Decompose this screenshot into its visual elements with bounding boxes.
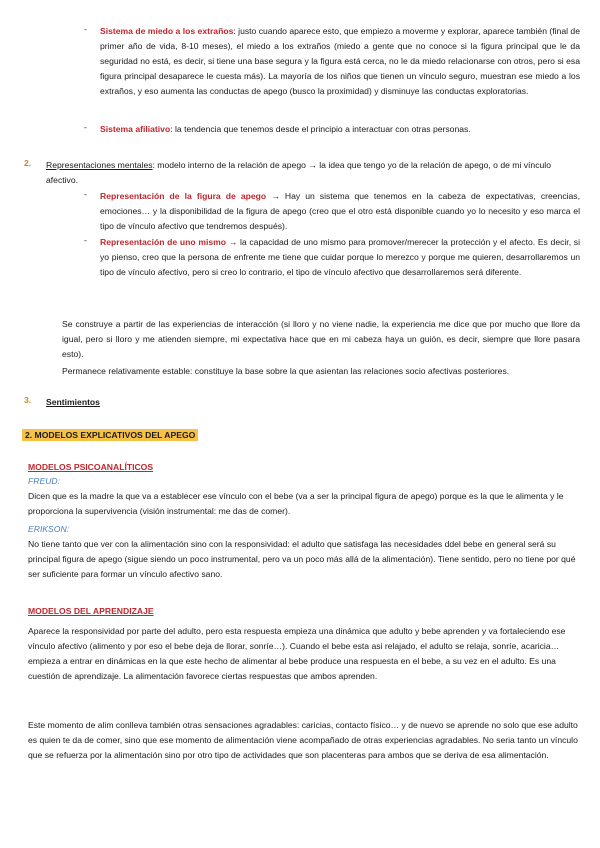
item-representaciones	[46, 158, 580, 188]
item-title: Representación de la figura de apego	[100, 191, 267, 201]
paragraph-freud: Dicen que es la madre la que va a establecer ese vínculo con el bebe (va a ser la principal figura de apego) porque es la que le alimenta y le proporciona la supervivencia (visión instrumental: me das de comer).	[28, 491, 564, 516]
author-colon: :	[57, 476, 60, 486]
author-colon: :	[66, 524, 70, 534]
item-text: → la capacidad de uno mismo para promover/merecer la protección y el afecto. Es decir, si yo pienso, creo que la persona de enfrente me tiene que cuidar porque lo merezco y porque me quieren, desarrollaremos un tipo de vínculo afectivo, pero si creo lo contrario, el tipo de vínculo afectivo que desarrollaremos será diferente.	[100, 237, 580, 277]
item-text: : justo cuando aparece esto, que empiezo a moverme y explorar, aparece también (final de primer año de vida, 8-10 meses), el miedo a los extraños (miedo a gente que no conoce si la figura principal que le da seguridad no está, es decir, si tiene una base segura y la figura está cerca, no le da miedo relacionarse con otros, pero si esa figura principal desaparece le cuesta más). La mayoría de los niños que tienen un vínculo seguro, muestran ese miedo a los extraños, y eso aumenta las conductas de apego (busco la proximidad) y disminuye las conductas exploratorias.	[100, 26, 580, 96]
item-text: → Hay un sistema que tenemos en la cabeza de expectativas, creencias, emociones… y la disponibilidad de la figura de apego (creo que el otro está disponible cuando yo lo necesito y eso marca el tipo de vínculo afectivo que tendremos después).	[100, 191, 580, 231]
section-header-text: 2. MODELOS EXPLICATIVOS DEL APEGO	[22, 429, 198, 441]
item-text: : modelo interno de la relación de apego → la idea que tengo yo de la relación de apego, o de mi vínculo afectivo.	[46, 160, 551, 185]
subsection-title	[28, 604, 154, 619]
author-label: ERIKSON	[28, 524, 67, 534]
paragraph-aprendizaje-2: Este momento de alim conlleva también otras sensaciones agradables: caricias, contacto físico… y de nuevo se aprende no solo que ese adulto es quien te da de comer, sino que ese momento de alimentación viene acompañado de otras experiencias agradables. No seria tanto un vínculo que se refuerza por la alimentación sino por otro tipo de actividades que son placenteras para ambos que se deriva de esa alimentación.	[28, 720, 578, 760]
item-title: Representación de uno mismo	[100, 237, 227, 247]
item-title: Sentimientos	[46, 397, 100, 407]
item-text: : la tendencia que tenemos desde el principio a interactuar con otras personas.	[170, 124, 471, 134]
section-header	[22, 428, 198, 443]
item-title: Representaciones mentales	[46, 160, 153, 170]
item-miedo-extranos	[100, 24, 580, 99]
bullet-dash: -	[84, 235, 87, 245]
subsection-title-text: MODELOS DEL APRENDIZAJE	[28, 606, 154, 616]
paragraph-construye: Se construye a partir de las experiencias de interacción (si lloro y no viene nadie, la experiencia me dice que por mucho que llore da igual, pero si lloro y me atienden siempre, mi expectativa hace que en mi cabeza haya un guión, es decir, siempre que llore pasara esto).	[62, 319, 580, 359]
item-rep-mismo	[100, 235, 580, 280]
paragraph-permanece: Permanece relativamente estable: constituye la base sobre la que asientan las relaciones socio afectivas posteriores.	[62, 366, 510, 376]
item-title: Sistema afiliativo	[100, 124, 171, 134]
item-afiliativo	[100, 122, 580, 137]
list-number: 2.	[24, 158, 32, 168]
bullet-dash: -	[84, 189, 87, 199]
paragraph-erikson: No tiene tanto que ver con la alimentación sino con la responsividad: el adulto que satisfaga las necesidades ddel bebe en general será su principal figura de apego (sigue siendo un poco instrumental, pero va un poco más allá de la alimentación). Tiene sentido, pero no tiene por qué ser suficiente para formar un vínculo afectivo sano.	[28, 539, 576, 579]
item-title: Sistema de miedo a los extraños	[100, 26, 234, 36]
item-rep-figura	[100, 189, 580, 234]
author-label: FREUD	[28, 476, 58, 486]
author-erikson	[28, 522, 69, 537]
author-freud	[28, 474, 60, 489]
item-sentimientos	[46, 395, 100, 410]
list-number: 3.	[24, 395, 32, 405]
paragraph-aprendizaje-1: Aparece la responsividad por parte del adulto, pero esta respuesta empieza una dinámica que adulto y bebe aprenden y va fortaleciendo ese vínculo afectivo (alimento y por eso el bebe deja de llorar, sonríe…). Cuando el bebe esta asi relajado, el adulto se relaja, sonríe, acaricia… empieza a entrar en dinámicas en la que este hecho de alimentar al bebe produce una respuesta en el bebe, a su vez en el adulto. Es una cuestión de aprendizaje. La alimentación favorece ciertas respuestas que ambos aprenden.	[28, 626, 566, 681]
subsection-title	[28, 460, 153, 475]
bullet-dash: -	[84, 24, 87, 34]
bullet-dash: -	[84, 122, 87, 132]
subsection-title-text: MODELOS PSICOANALÍTICOS	[28, 462, 154, 472]
